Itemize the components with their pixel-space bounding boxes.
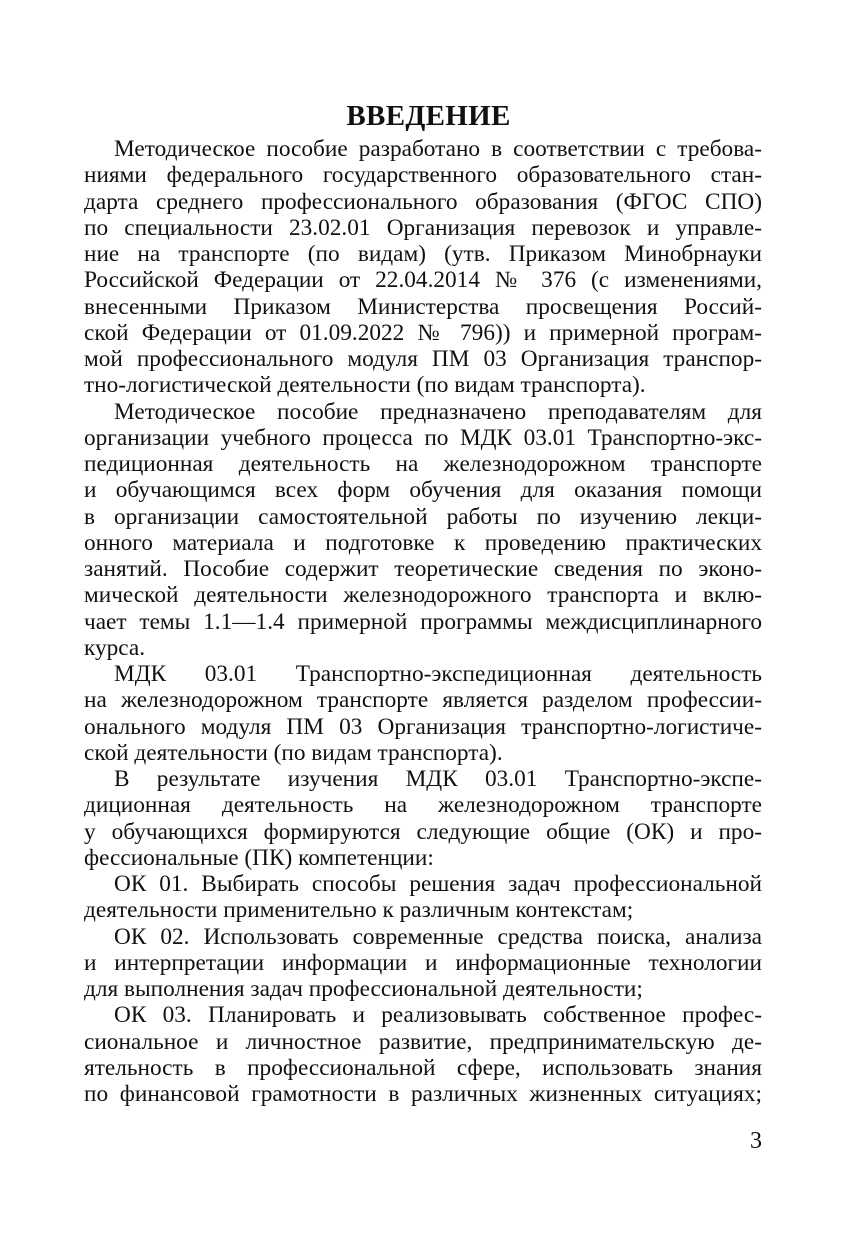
text-line: в организации самостоятельной работы по изучению лекци- bbox=[84, 503, 762, 530]
text-line: деятельности применительно к различным контекстам; bbox=[84, 897, 634, 924]
text-line: организации учебного процесса по МДК 03.01 Транспортно-экс- bbox=[84, 424, 762, 451]
text-line: по финансовой грамотности в различных жизненных ситуациях; bbox=[84, 1081, 762, 1107]
text-line: ОК 02. Использовать современные средства поиска, анализа bbox=[114, 923, 762, 950]
text-line: и интерпретации информации и информационные технологии bbox=[84, 949, 762, 976]
paragraph-intro-audience bbox=[84, 399, 762, 662]
text-line: занятий. Пособие содержит теоретические сведения по эконо- bbox=[84, 556, 762, 582]
text-line: сиональное и личностное развитие, предпринимательскую де- bbox=[84, 1028, 762, 1055]
paragraph-ok-02 bbox=[84, 924, 762, 1003]
text-line: чает темы 1.1—1.4 примерной программы междисциплинарного bbox=[84, 608, 762, 635]
text-line: Российской Федерации от 22.04.2014 № 376 (с изменениями, bbox=[84, 267, 762, 294]
text-line: дарта среднего профессионального образования (ФГОС СПО) bbox=[84, 188, 762, 215]
text-line: ОК 01. Выбирать способы решения задач профессиональной bbox=[114, 871, 762, 897]
paragraph-ok-03 bbox=[84, 1002, 762, 1107]
text-line: ние на транспорте (по видам) (утв. Приказом Минобрнауки bbox=[84, 241, 762, 267]
text-line: по специальности 23.02.01 Организация перевозок и управле- bbox=[84, 214, 762, 241]
text-line: ской Федерации от 01.09.2022 № 796)) и примерной програм- bbox=[84, 319, 762, 346]
text-line: ОК 03. Планировать и реализовывать собственное профес- bbox=[114, 1002, 762, 1029]
paragraph-ok-01 bbox=[84, 871, 762, 924]
text-line: онного материала и подготовке к проведению практических bbox=[84, 529, 762, 556]
text-line: В результате изучения МДК 03.01 Транспортно-экспе- bbox=[114, 766, 762, 792]
text-line: внесенными Приказом Министерства просвещения Россий- bbox=[84, 293, 762, 320]
body-text bbox=[84, 136, 762, 1107]
text-line: мой профессионального модуля ПМ 03 Организация транспор- bbox=[84, 346, 762, 372]
paragraph-mdk-section bbox=[84, 661, 762, 766]
text-line: на железнодорожном транспорте является разделом профессии- bbox=[84, 687, 762, 714]
text-line: Методическое пособие разработано в соответствии с требова- bbox=[114, 136, 762, 162]
text-line: диционная деятельность на железнодорожном транспорте bbox=[84, 792, 762, 819]
text-line: курса. bbox=[84, 634, 146, 661]
text-line: Методическое пособие предназначено преподавателям для bbox=[114, 398, 762, 425]
text-line: у обучающихся формируются следующие общие (ОК) и про- bbox=[84, 818, 762, 845]
text-line: ятельность в профессиональной сфере, использовать знания bbox=[84, 1054, 762, 1081]
text-line: и обучающимся всех форм обучения для оказания помощи bbox=[84, 477, 762, 504]
text-line: педиционная деятельность на железнодорожном транспорте bbox=[84, 451, 762, 477]
paragraph-intro-purpose bbox=[84, 136, 762, 399]
text-line: тно-логистической деятельности (по видам транспорта). bbox=[84, 372, 646, 399]
text-line: для выполнения задач профессиональной деятельности; bbox=[84, 976, 643, 1002]
text-line: ниями федерального государственного образовательного стан- bbox=[84, 162, 762, 189]
paragraph-competencies-intro bbox=[84, 766, 762, 871]
text-line: МДК 03.01 Транспортно-экспедиционная деятельность bbox=[114, 661, 762, 687]
text-line: фессиональные (ПК) компетенции: bbox=[84, 844, 434, 871]
text-line: мической деятельности железнодорожного транспорта и вклю- bbox=[84, 582, 762, 609]
text-line: ской деятельности (по видам транспорта). bbox=[84, 739, 503, 766]
text-line: онального модуля ПМ 03 Организация транспортно-логистиче- bbox=[84, 713, 762, 740]
section-title: ВВЕДЕНИЕ bbox=[346, 100, 511, 132]
page-number: 3 bbox=[750, 1128, 762, 1154]
